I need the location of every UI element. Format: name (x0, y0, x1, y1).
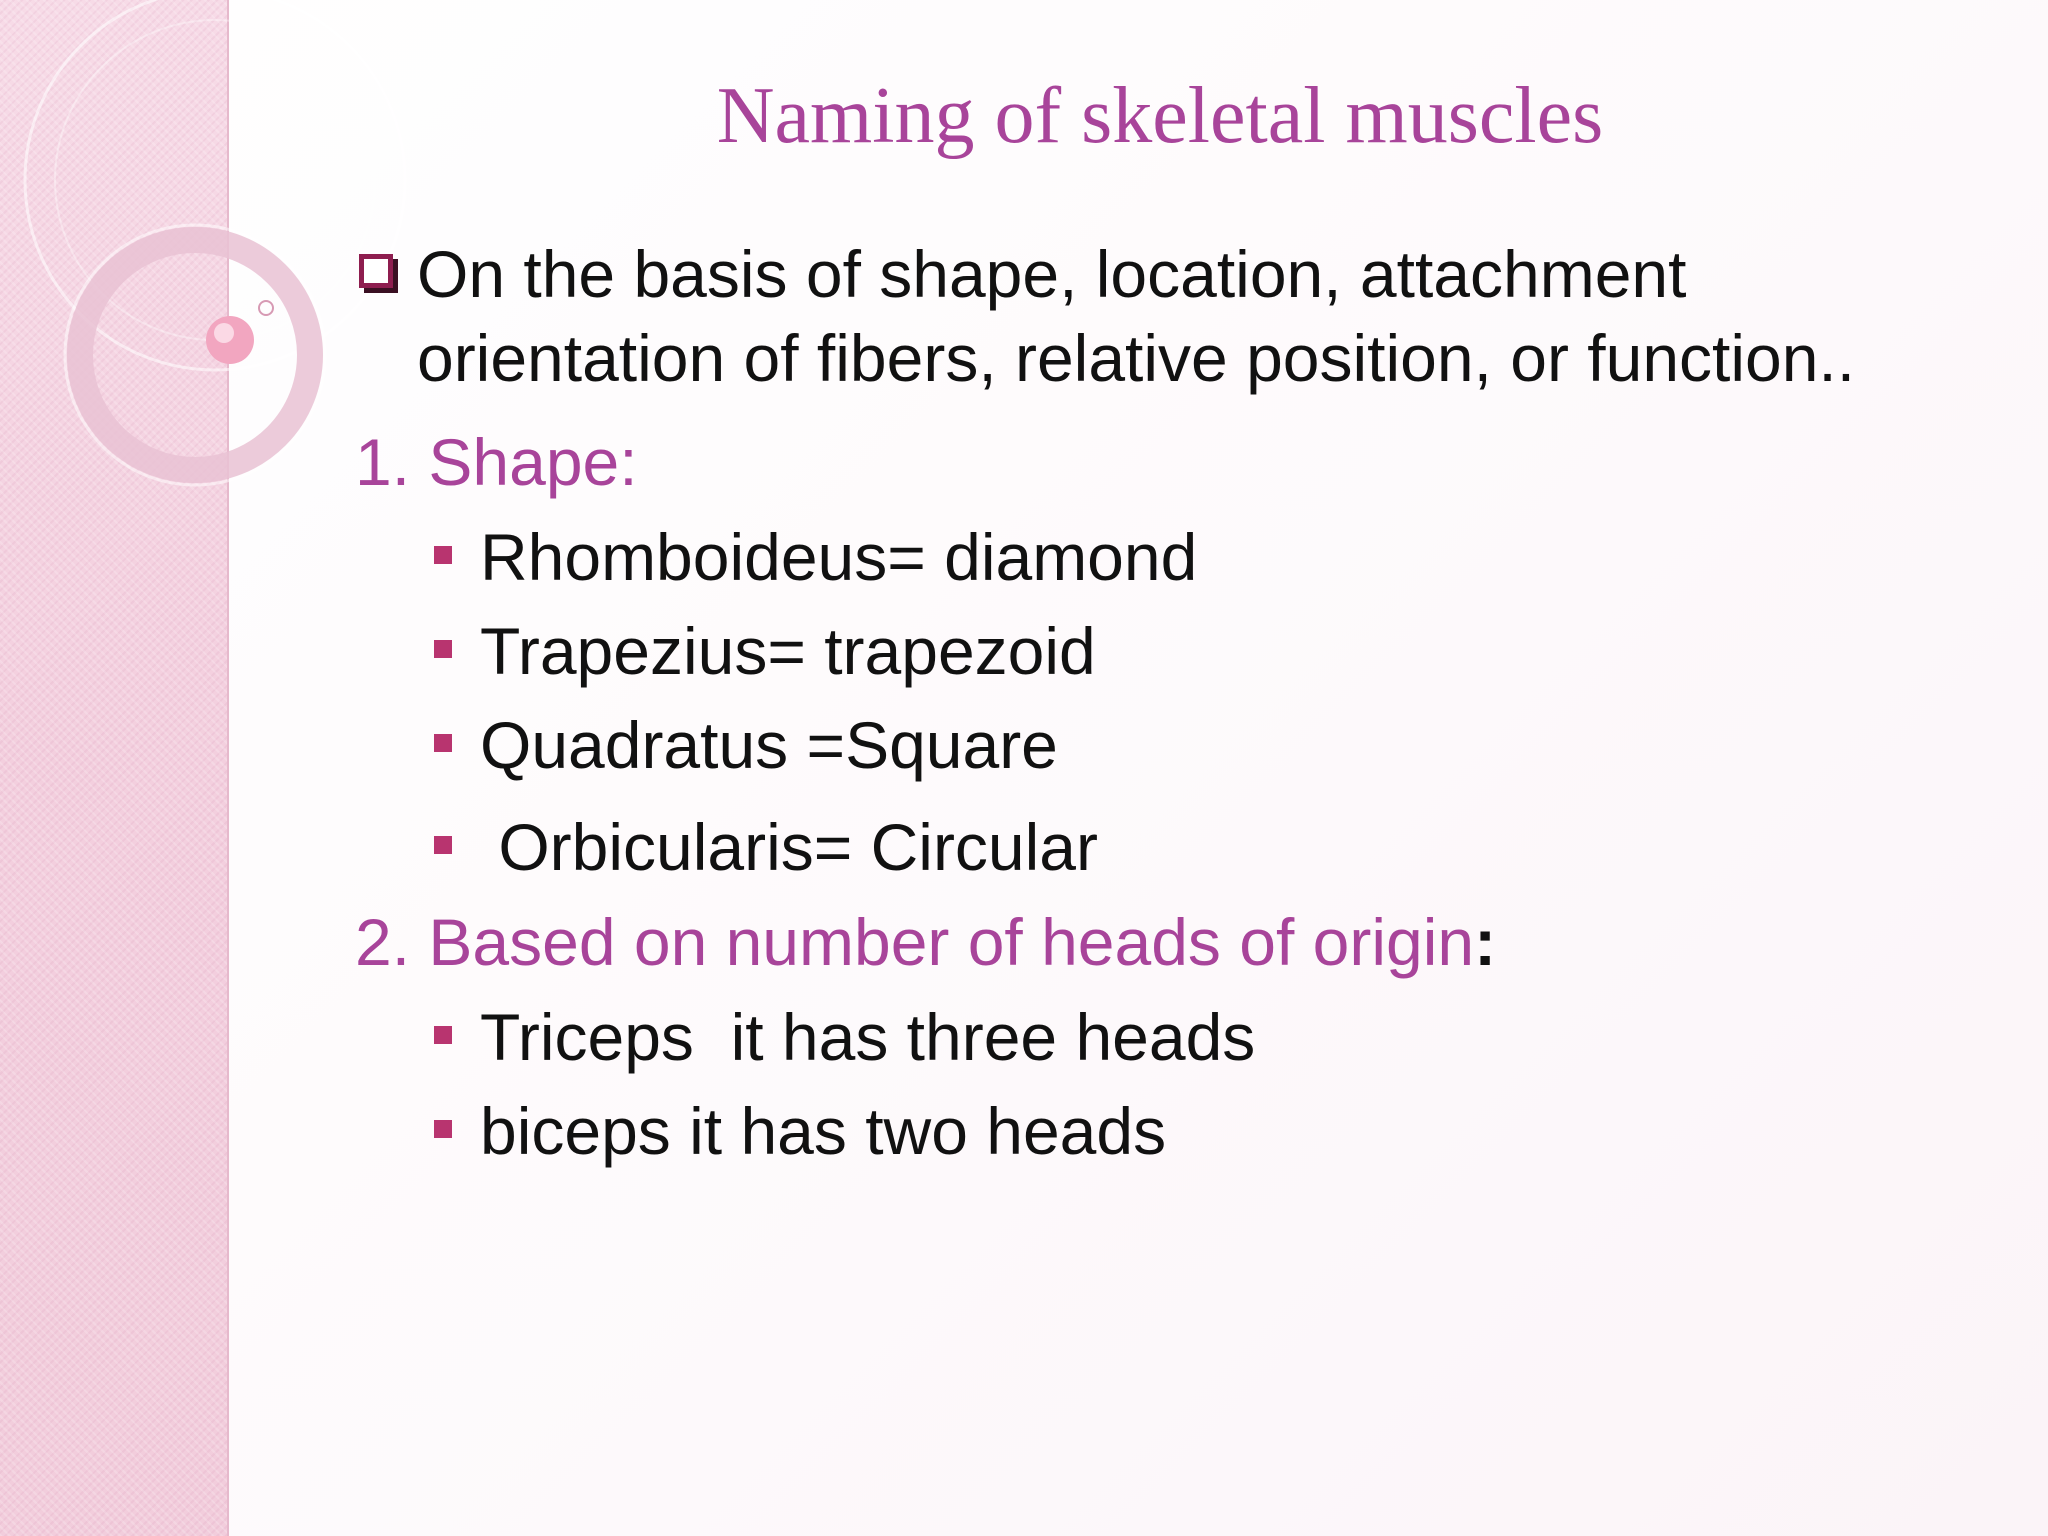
section-heading-heads-of-origin (355, 894, 1915, 990)
shape-list (355, 510, 1915, 894)
filled-square-bullet-icon (434, 546, 452, 564)
list-item (355, 698, 1915, 792)
filled-square-bullet-icon (434, 836, 452, 854)
list-item-text: Quadratus =Square (480, 708, 1058, 782)
filled-square-bullet-icon (434, 1120, 452, 1138)
list-item (355, 800, 1915, 894)
list-item (355, 990, 1915, 1084)
list-item-text: Orbicularis= Circular (480, 810, 1098, 884)
heads-list (355, 990, 1915, 1178)
intro-text: On the basis of shape, location, attachment orientation of fibers, relative position, or function.. (417, 237, 1856, 395)
list-item-text: Rhomboideus= diamond (480, 520, 1198, 594)
list-item-text: biceps it has two heads (480, 1094, 1167, 1168)
filled-square-bullet-icon (434, 640, 452, 658)
intro-paragraph (355, 232, 1915, 400)
section-shape (355, 414, 1915, 894)
filled-square-bullet-icon (434, 734, 452, 752)
list-item-text: Trapezius= trapezoid (480, 614, 1096, 688)
slide-content (355, 232, 1915, 1178)
filled-square-bullet-icon (434, 1026, 452, 1044)
slide-title: Naming of skeletal muscles (716, 72, 1604, 160)
list-item-text: Triceps it has three heads (480, 1000, 1256, 1074)
list-item (355, 604, 1915, 698)
section-heading-text: 2. Based on number of heads of origin (355, 905, 1475, 979)
section-heading-colon: : (1474, 905, 1497, 979)
rings-decoration (0, 0, 330, 520)
section-heading-shape (355, 414, 1915, 510)
section-heading-text: 1. Shape: (355, 425, 638, 499)
list-item (355, 1084, 1915, 1178)
hollow-square-bullet-icon (359, 254, 393, 288)
section-heads-of-origin (355, 894, 1915, 1178)
list-item (355, 510, 1915, 604)
